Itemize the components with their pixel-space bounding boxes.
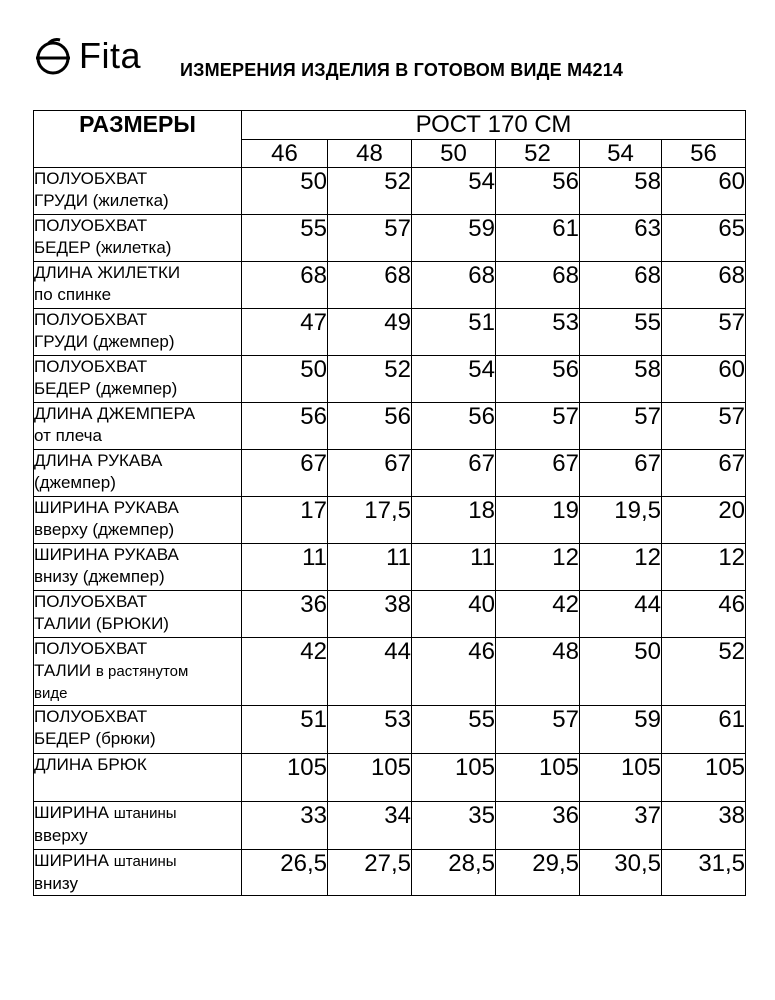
size-header-cell: 50 (412, 140, 496, 168)
row-label-text: ПОЛУОБХВАТ (34, 216, 148, 235)
value-cell: 20 (662, 497, 746, 544)
value-cell: 17 (242, 497, 328, 544)
row-label-text: ТАЛИИ (БРЮКИ) (34, 614, 169, 633)
value-cell: 55 (412, 706, 496, 754)
value-cell: 68 (242, 262, 328, 309)
row-label (34, 497, 242, 544)
row-label-text: вверху (джемпер) (34, 520, 175, 539)
value-cell: 56 (496, 168, 580, 215)
row-label-line2 (34, 190, 241, 212)
row-label-line2 (34, 378, 241, 400)
row-label-text: ТАЛИИ (34, 661, 92, 680)
value-cell: 19,5 (580, 497, 662, 544)
value-cell: 52 (328, 168, 412, 215)
value-cell: 50 (580, 638, 662, 706)
fita-logo-icon (33, 36, 73, 76)
value-cell: 57 (662, 403, 746, 450)
value-cell: 36 (242, 591, 328, 638)
value-cell: 36 (496, 802, 580, 850)
row-label-line2 (34, 566, 241, 588)
value-cell: 105 (328, 754, 412, 802)
row-label-line2 (34, 728, 241, 750)
row-label-text: внизу (джемпер) (34, 567, 165, 586)
table-row (34, 754, 746, 802)
value-cell: 37 (580, 802, 662, 850)
size-header-cell: 48 (328, 140, 412, 168)
row-label-text: БЕДЕР (жилетка) (34, 238, 172, 257)
page-title: ИЗМЕРЕНИЯ ИЗДЕЛИЯ В ГОТОВОМ ВИДЕ М4214 (180, 60, 624, 80)
value-cell: 28,5 (412, 850, 496, 896)
value-cell: 61 (496, 215, 580, 262)
row-label-line1 (34, 802, 241, 825)
value-cell: 59 (580, 706, 662, 754)
value-cell: 105 (662, 754, 746, 802)
row-label-small-text: штанины (113, 805, 177, 822)
value-cell: 105 (580, 754, 662, 802)
value-cell: 52 (662, 638, 746, 706)
value-cell: 105 (242, 754, 328, 802)
measurements-table (33, 110, 746, 896)
value-cell: 35 (412, 802, 496, 850)
value-cell: 27,5 (328, 850, 412, 896)
row-label-text: БЕДЕР (джемпер) (34, 379, 178, 398)
value-cell: 17,5 (328, 497, 412, 544)
value-cell: 46 (412, 638, 496, 706)
row-label-text: ПОЛУОБХВАТ (34, 707, 148, 726)
value-cell: 42 (496, 591, 580, 638)
row-label-text: вверху (34, 826, 88, 845)
value-cell: 57 (662, 309, 746, 356)
row-label-line2 (34, 284, 241, 306)
brand-logo (33, 36, 141, 76)
brand-name: Fita (79, 35, 142, 76)
value-cell: 42 (242, 638, 328, 706)
value-cell: 11 (412, 544, 496, 591)
size-header-cell: 54 (580, 140, 662, 168)
row-label-text: ДЛИНА РУКАВА (34, 451, 163, 470)
value-cell: 68 (496, 262, 580, 309)
row-label-text: от плеча (34, 426, 102, 445)
value-cell: 67 (328, 450, 412, 497)
row-label-text: ШИРИНА РУКАВА (34, 498, 179, 517)
row-label-line3: виде (34, 685, 68, 702)
row-label-text: ПОЛУОБХВАТ (34, 169, 148, 188)
row-label-text: (джемпер) (34, 473, 116, 492)
row-label-line1 (34, 544, 241, 566)
table-row (34, 403, 746, 450)
value-cell: 51 (242, 706, 328, 754)
row-label-small-text: в растянутом (95, 663, 189, 680)
value-cell: 47 (242, 309, 328, 356)
table-row (34, 450, 746, 497)
table-row (34, 591, 746, 638)
row-label (34, 403, 242, 450)
value-cell: 105 (496, 754, 580, 802)
row-label-line2 (34, 331, 241, 353)
value-cell: 58 (580, 168, 662, 215)
value-cell: 67 (412, 450, 496, 497)
value-cell: 68 (412, 262, 496, 309)
value-cell: 68 (328, 262, 412, 309)
value-cell: 67 (242, 450, 328, 497)
sizes-header: РАЗМЕРЫ (34, 111, 242, 168)
row-label-line2 (34, 873, 241, 895)
value-cell: 29,5 (496, 850, 580, 896)
row-label-text: ДЛИНА БРЮК (34, 755, 147, 774)
row-label-text: ГРУДИ (джемпер) (34, 332, 175, 351)
value-cell: 44 (580, 591, 662, 638)
row-label-line1 (34, 215, 241, 237)
value-cell: 53 (328, 706, 412, 754)
row-label-text: ШИРИНА РУКАВА (34, 545, 179, 564)
value-cell: 58 (580, 356, 662, 403)
table-row (34, 168, 746, 215)
table-row (34, 706, 746, 754)
row-label (34, 215, 242, 262)
row-label (34, 706, 242, 754)
value-cell: 105 (412, 754, 496, 802)
table-row (34, 215, 746, 262)
row-label (34, 450, 242, 497)
row-label-line1 (34, 754, 241, 776)
value-cell: 12 (580, 544, 662, 591)
table-row (34, 497, 746, 544)
table-row (34, 309, 746, 356)
value-cell: 56 (496, 356, 580, 403)
value-cell: 12 (496, 544, 580, 591)
value-cell: 63 (580, 215, 662, 262)
value-cell: 46 (662, 591, 746, 638)
value-cell: 53 (496, 309, 580, 356)
row-label (34, 850, 242, 896)
row-label-line1 (34, 450, 241, 472)
value-cell: 57 (580, 403, 662, 450)
row-label (34, 262, 242, 309)
row-label-line2 (34, 237, 241, 259)
value-cell: 19 (496, 497, 580, 544)
value-cell: 12 (662, 544, 746, 591)
value-cell: 56 (412, 403, 496, 450)
value-cell: 57 (496, 706, 580, 754)
measurements-body (34, 168, 746, 896)
value-cell: 34 (328, 802, 412, 850)
row-label-text: ПОЛУОБХВАТ (34, 310, 148, 329)
value-cell: 68 (662, 262, 746, 309)
value-cell: 44 (328, 638, 412, 706)
value-cell: 67 (496, 450, 580, 497)
value-cell: 48 (496, 638, 580, 706)
table-row (34, 850, 746, 896)
value-cell: 51 (412, 309, 496, 356)
row-label-line1 (34, 356, 241, 378)
value-cell: 30,5 (580, 850, 662, 896)
value-cell: 57 (328, 215, 412, 262)
row-label-text: ДЛИНА ДЖЕМПЕРА (34, 404, 196, 423)
row-label (34, 591, 242, 638)
row-label (34, 544, 242, 591)
size-header-cell: 46 (242, 140, 328, 168)
table-row (34, 544, 746, 591)
row-label-line1 (34, 591, 241, 613)
row-label-line2 (34, 425, 241, 447)
value-cell: 38 (328, 591, 412, 638)
row-label (34, 356, 242, 403)
row-label-text: ПОЛУОБХВАТ (34, 357, 148, 376)
row-label-text: ГРУДИ (жилетка) (34, 191, 169, 210)
row-label-line2 (34, 613, 241, 635)
value-cell: 31,5 (662, 850, 746, 896)
value-cell: 55 (242, 215, 328, 262)
row-label-line1 (34, 168, 241, 190)
row-label-text: по спинке (34, 285, 112, 304)
row-label-small-text: штанины (113, 853, 177, 870)
row-label-line1 (34, 850, 241, 873)
table-row (34, 802, 746, 850)
row-label-text: БЕДЕР (брюки) (34, 729, 156, 748)
value-cell: 38 (662, 802, 746, 850)
value-cell: 59 (412, 215, 496, 262)
row-label (34, 168, 242, 215)
value-cell: 11 (242, 544, 328, 591)
value-cell: 49 (328, 309, 412, 356)
value-cell: 52 (328, 356, 412, 403)
value-cell: 67 (580, 450, 662, 497)
row-label-line2 (34, 825, 241, 847)
value-cell: 60 (662, 168, 746, 215)
value-cell: 40 (412, 591, 496, 638)
row-label-line1 (34, 262, 241, 284)
value-cell: 50 (242, 356, 328, 403)
value-cell: 18 (412, 497, 496, 544)
row-label-text: ШИРИНА (34, 803, 109, 822)
value-cell: 33 (242, 802, 328, 850)
row-label (34, 309, 242, 356)
value-cell: 56 (242, 403, 328, 450)
row-label (34, 638, 242, 706)
height-header: РОСТ 170 СМ (242, 111, 746, 140)
value-cell: 55 (580, 309, 662, 356)
value-cell: 67 (662, 450, 746, 497)
value-cell: 65 (662, 215, 746, 262)
value-cell: 57 (496, 403, 580, 450)
row-label-line2 (34, 519, 241, 541)
value-cell: 56 (328, 403, 412, 450)
row-label (34, 754, 242, 802)
row-label-line2 (34, 472, 241, 494)
row-label-text: ШИРИНА (34, 851, 109, 870)
value-cell: 68 (580, 262, 662, 309)
size-header-cell: 56 (662, 140, 746, 168)
row-label-text: ДЛИНА ЖИЛЕТКИ (34, 263, 181, 282)
table-row (34, 638, 746, 706)
row-label (34, 802, 242, 850)
row-label-text: внизу (34, 874, 79, 893)
row-label-text: ПОЛУОБХВАТ (34, 639, 148, 658)
row-label-text: ПОЛУОБХВАТ (34, 592, 148, 611)
value-cell: 26,5 (242, 850, 328, 896)
table-row (34, 356, 746, 403)
row-label-line2 (34, 660, 241, 683)
row-label-line1 (34, 706, 241, 728)
value-cell: 54 (412, 356, 496, 403)
value-cell: 61 (662, 706, 746, 754)
value-cell: 11 (328, 544, 412, 591)
row-label-line1 (34, 497, 241, 519)
row-label-line1 (34, 638, 241, 660)
table-row (34, 262, 746, 309)
value-cell: 54 (412, 168, 496, 215)
row-label-line1 (34, 403, 241, 425)
value-cell: 60 (662, 356, 746, 403)
size-header-cell: 52 (496, 140, 580, 168)
row-label-line1 (34, 309, 241, 331)
value-cell: 50 (242, 168, 328, 215)
